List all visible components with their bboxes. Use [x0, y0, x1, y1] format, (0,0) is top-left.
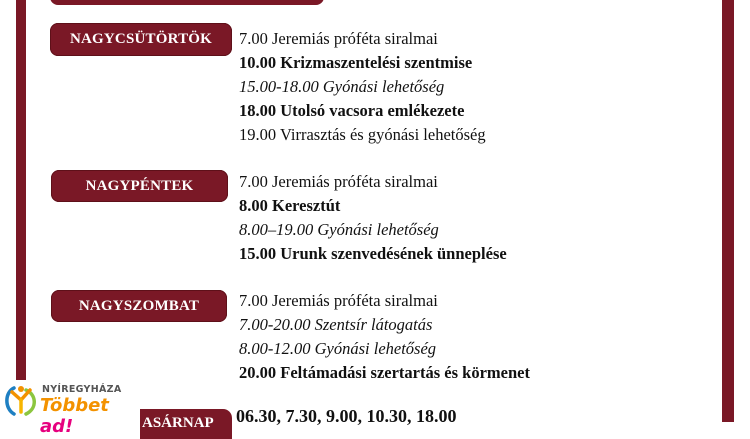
event-item: 15.00 Urunk szenvedésének ünneplése — [239, 244, 507, 263]
logo-slogan-word: ad! — [40, 416, 74, 437]
previous-day-badge-clipped — [50, 0, 324, 5]
city-logo-icon — [2, 382, 40, 418]
event-item: 7.00 Jeremiás próféta siralmai — [239, 29, 438, 48]
event-item: 20.00 Feltámadási szertartás és körmenet — [239, 363, 530, 382]
event-item: 19.00 Virrasztás és gyónási lehetőség — [239, 125, 486, 144]
event-item: 7.00 Jeremiás próféta siralmai — [239, 291, 438, 310]
day-badge-partial — [140, 409, 232, 439]
event-item: 8.00-12.00 Gyónási lehetőség — [239, 339, 437, 358]
partial-day-times: 06.30, 7.30, 9.00, 10.30, 18.00 — [236, 406, 457, 426]
day-badge-nagycsutortok — [50, 23, 232, 56]
event-item: 7.00 Jeremiás próféta siralmai — [239, 172, 438, 191]
right-border-bar — [722, 0, 734, 422]
day-badge-nagyszombat — [51, 290, 227, 322]
event-item: 10.00 Krizmaszentelési szentmise — [239, 53, 473, 72]
logo-slogan — [40, 395, 140, 437]
day-label: NAGYCSÜTÖRTÖK — [69, 31, 213, 47]
event-item: 8.00–19.00 Gyónási lehetőség — [239, 220, 439, 239]
day-label: NAGYPÉNTEK — [85, 177, 194, 194]
event-list-nagycsutortok — [239, 27, 486, 147]
event-item: 8.00 Keresztút — [239, 196, 341, 215]
event-item: 7.00-20.00 Szentsír látogatás — [239, 315, 433, 334]
logo-slogan-word: Többet — [40, 395, 109, 416]
event-list-nagypentek — [239, 170, 507, 266]
day-label: NAGYSZOMBAT — [78, 297, 200, 314]
day-badge-nagypentek — [51, 170, 228, 202]
logo-city-name: NYÍREGYHÁZA — [42, 384, 122, 395]
left-border-bar — [16, 0, 26, 422]
event-item: 18.00 Utolsó vacsora emlékezete — [239, 101, 465, 120]
nyiregyhaza-logo — [0, 380, 140, 437]
event-list-nagyszombat — [239, 289, 530, 385]
day-label-fragment: ASÁRNAP — [142, 415, 214, 431]
event-item: 15.00-18.00 Gyónási lehetőség — [239, 77, 445, 96]
